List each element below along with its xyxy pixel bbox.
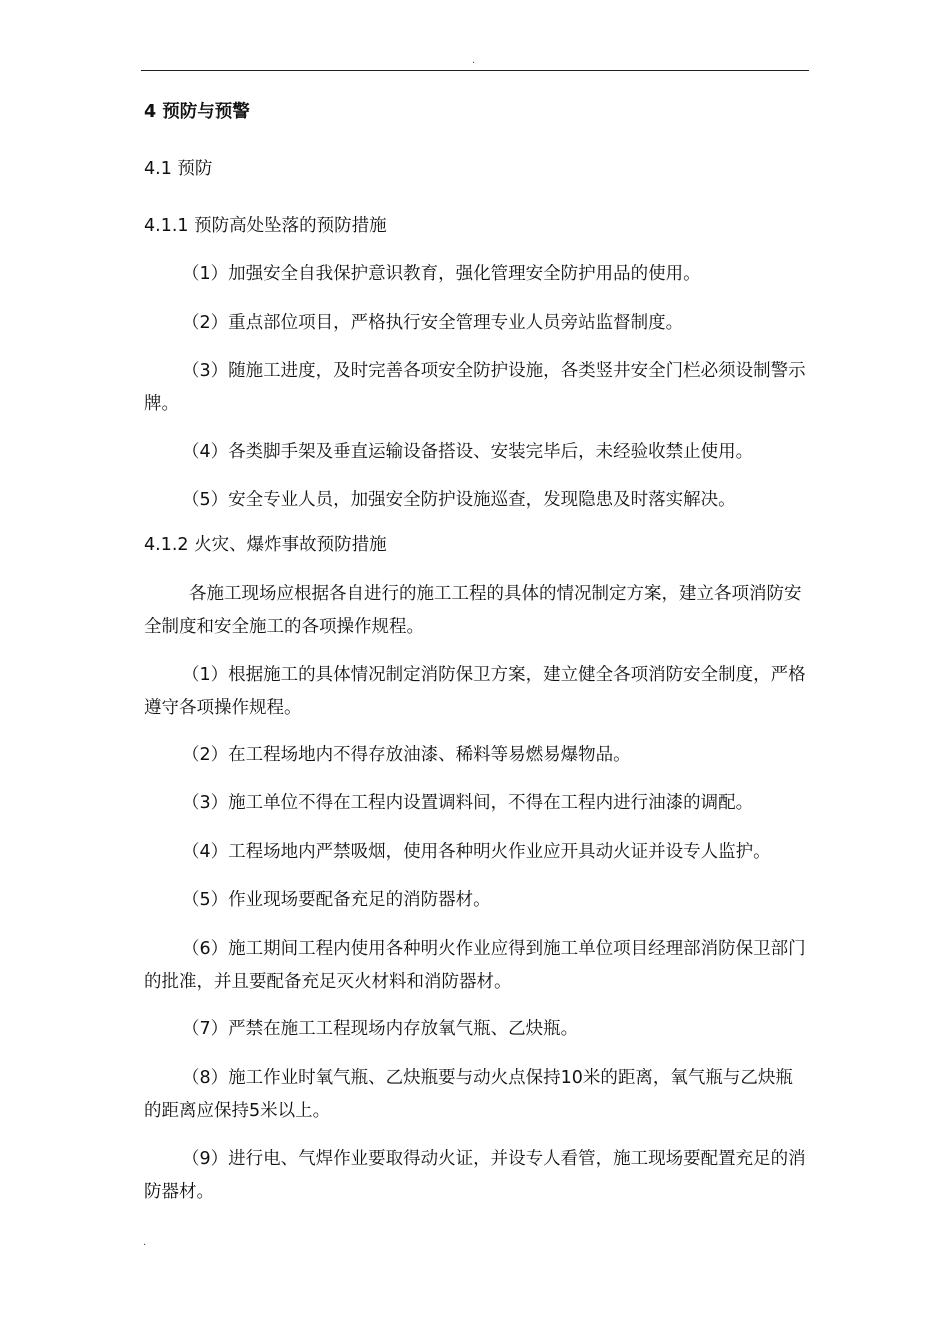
list-item: （3）随施工进度，及时完善各项安全防护设施，各类竖井安全门栏必须设制警示牌。 [144, 361, 806, 414]
list-item: （2）重点部位项目，严格执行安全管理专业人员旁站监督制度。 [182, 313, 684, 333]
list-item: （5）安全专业人员，加强安全防护设施巡查，发现隐患及时落实解决。 [182, 490, 736, 510]
list-item: （2）在工程场地内不得存放油漆、稀料等易燃易爆物品。 [182, 745, 631, 765]
subsection-heading: 4.1 预防 [144, 159, 213, 179]
subsubsection-heading: 4.1.1 预防高处坠落的预防措施 [144, 216, 387, 236]
list-item: （7）严禁在施工工程现场内存放氧气瓶、乙炔瓶。 [182, 1019, 579, 1039]
list-item: （4）工程场地内严禁吸烟，使用各种明火作业应开具动火证并设专人监护。 [182, 842, 771, 862]
list-item: （5）作业现场要配备充足的消防器材。 [182, 890, 491, 910]
list-item: （1）根据施工的具体情况制定消防保卫方案，建立健全各项消防安全制度，严格遵守各项操作规程。 [144, 665, 806, 718]
list-item: （9）进行电、气焊作业要取得动火证，并设专人看管，施工现场要配置充足的消防器材。 [144, 1149, 806, 1202]
list-item: （3）施工单位不得在工程内设置调料间，不得在工程内进行油漆的调配。 [182, 793, 754, 813]
list-item: （4）各类脚手架及垂直运输设备搭设、安装完毕后，未经验收禁止使用。 [182, 442, 754, 462]
list-item: （8）施工作业时氧气瓶、乙炔瓶要与动火点保持10米的距离，氧气瓶与乙炔瓶的距离应保持5米以上。 [144, 1068, 793, 1121]
footer-mark: . [143, 1237, 147, 1248]
header-rule [141, 70, 809, 71]
list-item: （6）施工期间工程内使用各种明火作业应得到施工单位项目经理部消防保卫部门的批准，并且要配备充足灭火材料和消防器材。 [144, 939, 806, 992]
header-mark: . [472, 55, 476, 66]
paragraph: 各施工现场应根据各自进行的施工工程的具体的情况制定方案，建立各项消防安全制度和安全施工的各项操作规程。 [144, 584, 802, 637]
section-heading: 4 预防与预警 [144, 102, 250, 122]
subsubsection-heading: 4.1.2 火灾、爆炸事故预防措施 [144, 535, 387, 555]
list-item: （1）加强安全自我保护意识教育，强化管理安全防护用品的使用。 [182, 264, 701, 284]
